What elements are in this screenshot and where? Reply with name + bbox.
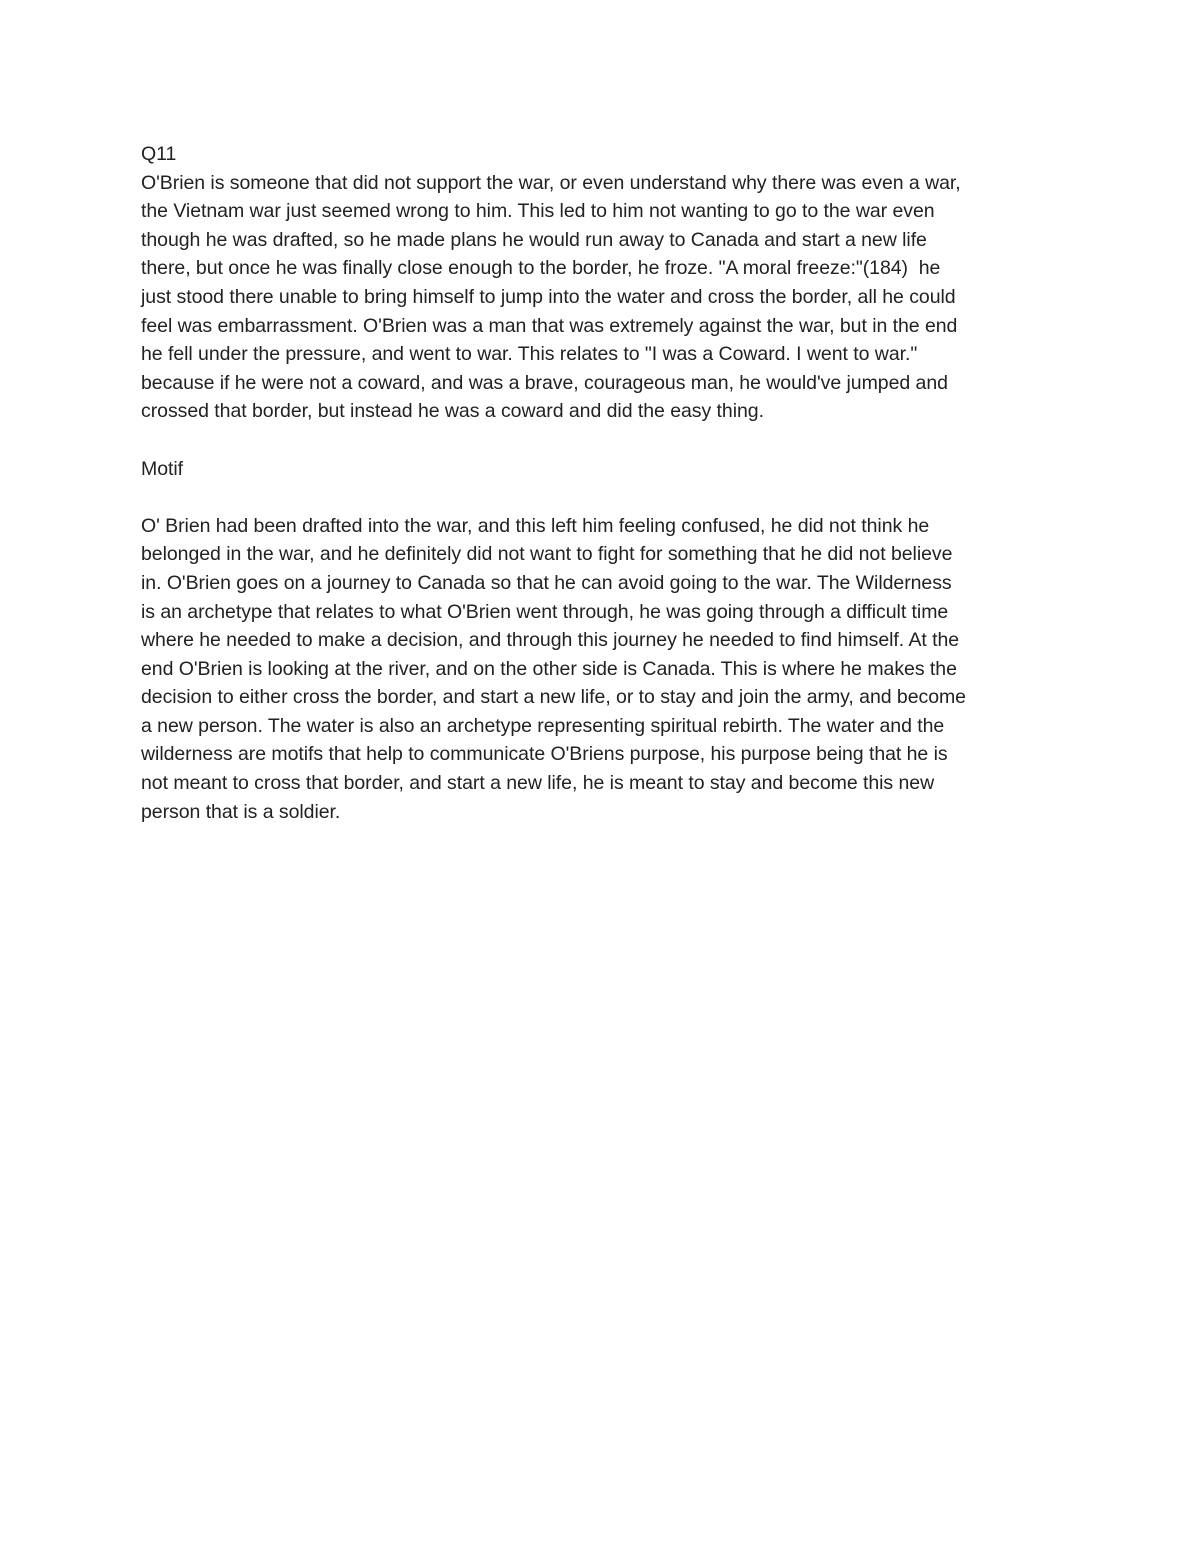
document-body [141,140,1071,826]
motif-line: O' Brien had been drafted into the war, and this left him feeling confused, he did not think he [141,514,930,537]
motif-line: is an archetype that relates to what O'Brien went through, he was going through a difficult time [141,600,949,623]
motif-line: end O'Brien is looking at the river, and on the other side is Canada. This is where he makes the [141,657,957,680]
motif-line: person that is a soldier. [141,800,341,823]
spacer [141,426,1071,455]
motif-paragraph [141,512,1071,827]
q11-paragraph [141,169,1071,426]
q11-line: though he was drafted, so he made plans he would run away to Canada and start a new life [141,228,927,251]
q11-line: crossed that border, but instead he was a coward and did the easy thing. [141,400,764,423]
motif-heading: Motif [141,457,184,480]
q11-line: feel was embarrassment. O'Brien was a man that was extremely against the war, but in the end [141,314,958,337]
motif-line: in. O'Brien goes on a journey to Canada so that he can avoid going to the war. The Wilderness [141,571,952,594]
motif-line: decision to either cross the border, and start a new life, or to stay and join the army, and become [141,686,966,709]
q11-line: because if he were not a coward, and was a brave, courageous man, he would've jumped and [141,371,948,394]
q11-line: O'Brien is someone that did not support the war, or even understand why there was even a war, [141,171,961,194]
motif-line: wilderness are motifs that help to communicate O'Briens purpose, his purpose being that he is [141,743,948,766]
motif-line: belonged in the war, and he definitely did not want to fight for something that he did not believe [141,543,953,566]
q11-line: the Vietnam war just seemed wrong to him. This led to him not wanting to go to the war even [141,200,935,223]
q11-heading: Q11 [141,143,177,165]
spacer [141,483,1071,512]
q11-line: he fell under the pressure, and went to war. This relates to "I was a Coward. I went to war." [141,343,918,366]
q11-line: there, but once he was finally close enough to the border, he froze. "A moral freeze:"(184) he [141,257,941,280]
motif-line: not meant to cross that border, and start a new life, he is meant to stay and become this new [141,772,935,795]
motif-line: where he needed to make a decision, and through this journey he needed to find himself. At the [141,629,960,652]
motif-line: a new person. The water is also an archetype representing spiritual rebirth. The water and the [141,714,945,737]
q11-line: just stood there unable to bring himself to jump into the water and cross the border, all he could [141,285,956,308]
